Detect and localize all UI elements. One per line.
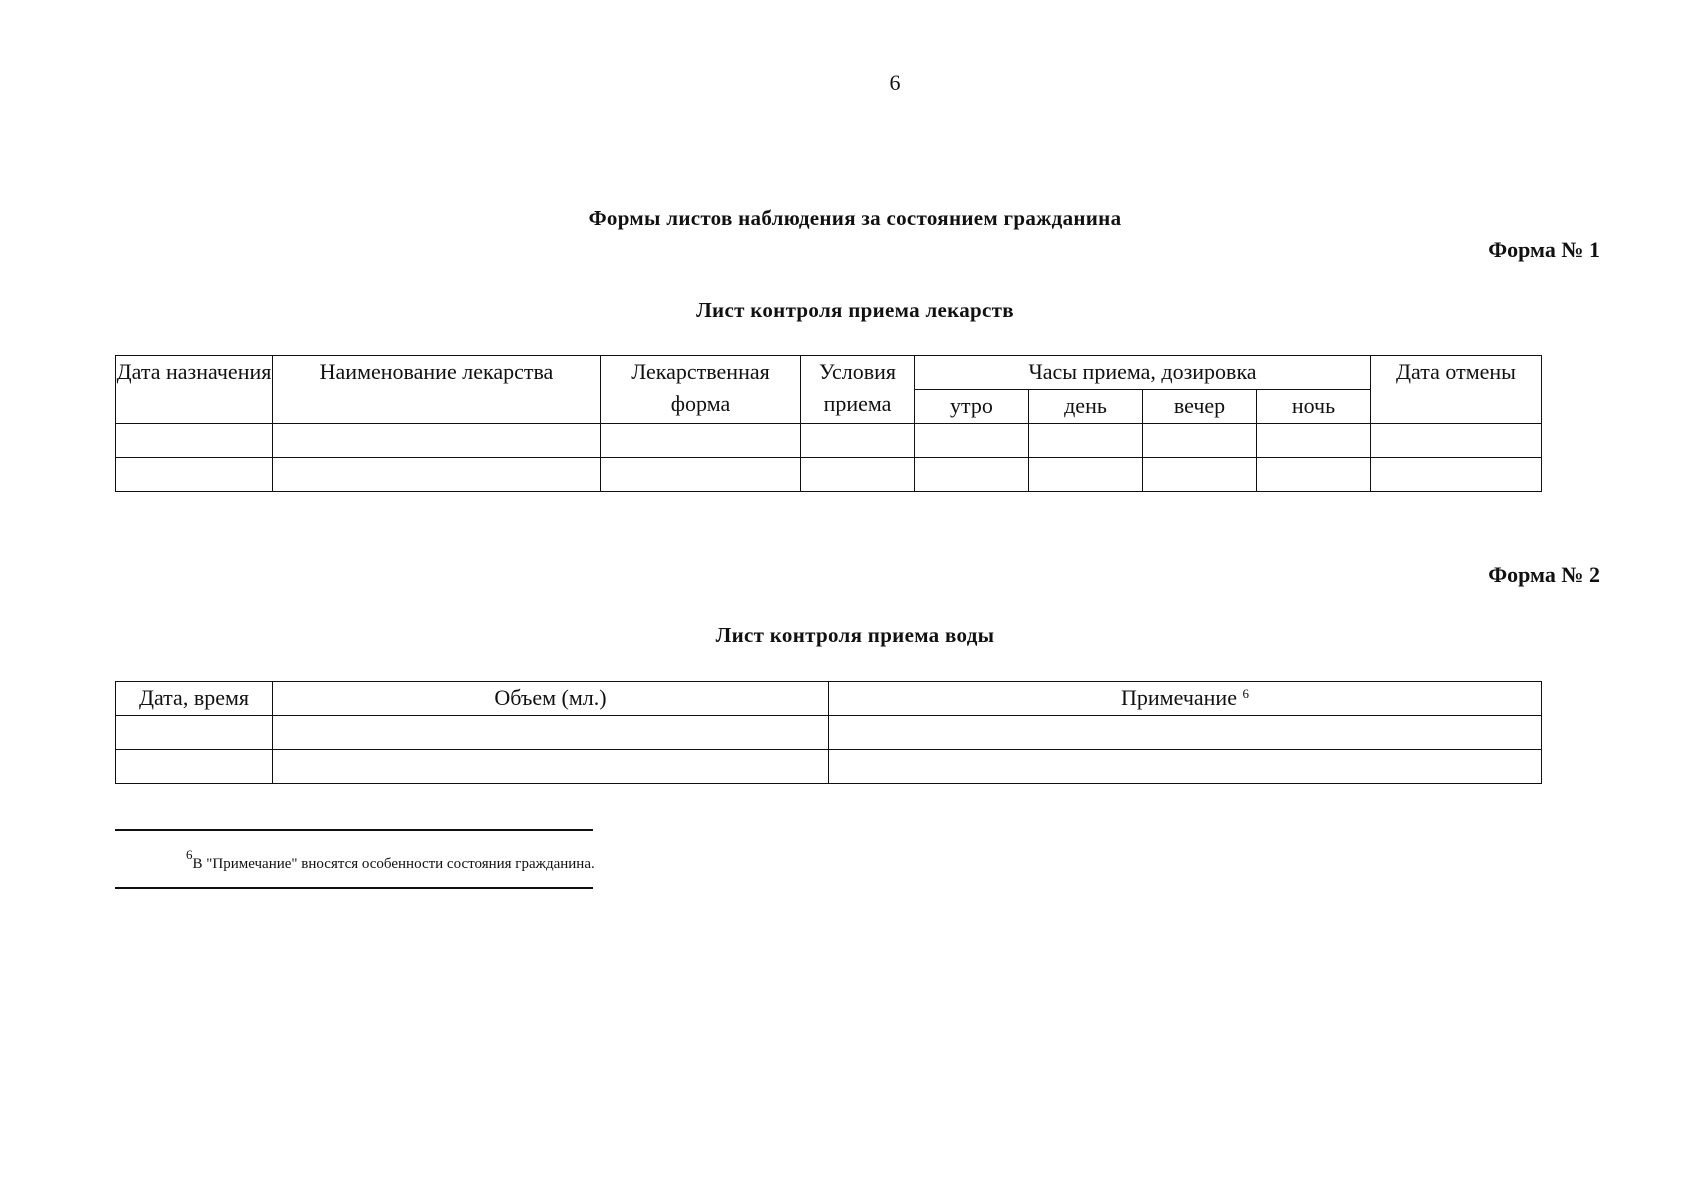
form-2-label: Форма № 2: [1488, 562, 1600, 587]
header-morning: утро: [915, 390, 1029, 424]
header-conditions: Условия приема: [801, 356, 915, 424]
header-drug-name: Наименование лекарства: [273, 356, 601, 424]
table-cell[interactable]: [1371, 458, 1542, 492]
table-cell[interactable]: [116, 424, 273, 458]
table-cell[interactable]: [601, 458, 801, 492]
table-cell[interactable]: [915, 424, 1029, 458]
header-date-assigned: Дата назначения: [116, 356, 273, 424]
form-1-title: Лист контроля приема лекарств: [696, 298, 1014, 322]
table-cell[interactable]: [116, 750, 273, 784]
form-1-label: Форма № 1: [1488, 237, 1600, 262]
header-note-label: Примечание: [1121, 685, 1237, 710]
table-cell[interactable]: [1143, 458, 1257, 492]
table-cell[interactable]: [801, 424, 915, 458]
header-datetime: Дата, время: [116, 682, 273, 716]
medication-control-table: [115, 355, 1542, 492]
table-cell[interactable]: [273, 716, 829, 750]
form-2-title: Лист контроля приема воды: [715, 623, 995, 647]
table-cell[interactable]: [1143, 424, 1257, 458]
footnote-number: 6: [186, 847, 193, 862]
table-cell[interactable]: [1257, 424, 1371, 458]
table-cell[interactable]: [273, 458, 601, 492]
table-cell[interactable]: [829, 750, 1542, 784]
table-cell[interactable]: [116, 458, 273, 492]
table-cell[interactable]: [801, 458, 915, 492]
table-cell[interactable]: [273, 750, 829, 784]
table-cell[interactable]: [1257, 458, 1371, 492]
footnote: [186, 847, 595, 873]
table-cell[interactable]: [116, 716, 273, 750]
footnote-separator-top: [115, 829, 593, 831]
page-number: 6: [889, 70, 901, 95]
header-note: [829, 682, 1542, 716]
header-day: день: [1029, 390, 1143, 424]
table-row: [116, 458, 1542, 492]
table-cell[interactable]: [1371, 424, 1542, 458]
water-header-row: [116, 682, 1542, 716]
header-cancel-date: Дата отмены: [1371, 356, 1542, 424]
header-hours-dosage: Часы приема, дозировка: [915, 356, 1371, 390]
table-row: [116, 750, 1542, 784]
header-night: ночь: [1257, 390, 1371, 424]
table-cell[interactable]: [829, 716, 1542, 750]
water-control-table: [115, 681, 1542, 784]
table-row: [116, 716, 1542, 750]
footnote-text: В "Примечание" вносятся особенности состояния гражданина.: [192, 856, 595, 872]
medication-header-row: [116, 356, 1542, 390]
table-row: [116, 424, 1542, 458]
header-evening: вечер: [1143, 390, 1257, 424]
table-cell[interactable]: [1029, 458, 1143, 492]
footnote-reference[interactable]: 6: [1242, 686, 1249, 701]
table-cell[interactable]: [1029, 424, 1143, 458]
document-title: Формы листов наблюдения за состоянием гражданина: [588, 206, 1122, 230]
table-cell[interactable]: [601, 424, 801, 458]
footnote-separator-bottom: [115, 887, 593, 889]
header-volume: Объем (мл.): [273, 682, 829, 716]
table-cell[interactable]: [915, 458, 1029, 492]
table-cell[interactable]: [273, 424, 601, 458]
header-dosage-form: Лекарственная форма: [601, 356, 801, 424]
